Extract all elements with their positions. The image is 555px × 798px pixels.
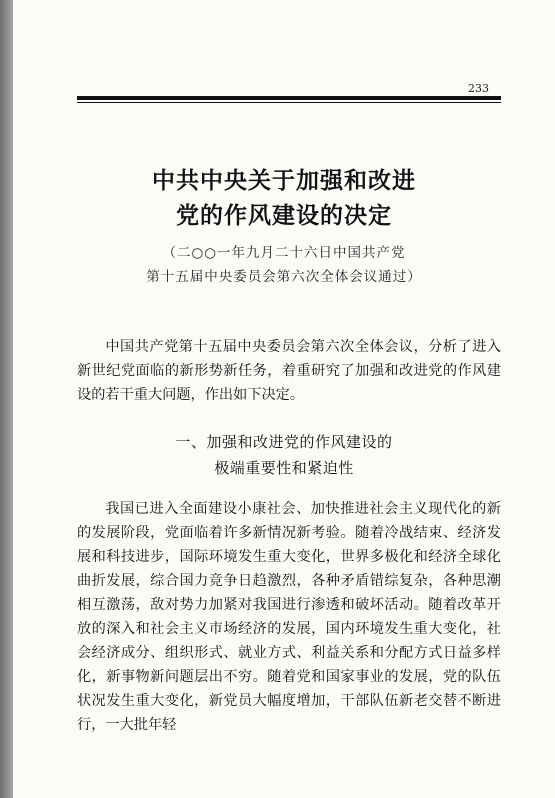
document-title-line-1: 中共中央关于加强和改进	[152, 168, 416, 194]
header-rule-thin	[77, 102, 501, 103]
document-page	[13, 0, 555, 798]
body-paragraph: 我国已进入全面建设小康社会、加快推进社会主义现代化的新的发展阶段，党面临着许多新情况新考验。随着冷战结束、经济发展和科技进步，国际环境发生重大变化，世界多极化和经济全球化曲折发展，综合国力竞争日趋激烈，各种矛盾错综复杂，各种思潮相互激荡，敌对势力加紧对我国进行渗透和破坏活动。随着改革开放的深入和社会主义市场经济的发展，国内环境发生重大变化，社会经济成分、组织形式、就业方式、利益关系和分配方式日益多样化，新事物新问题层出不穷。随着党和国家事业的发展，党的队伍状况发生重大变化，新党员大幅度增加，干部队伍新老交替不断进行，一大批年轻	[77, 501, 501, 733]
page-number: 233	[468, 82, 489, 95]
document-subtitle-line-2: 第十五届中央委员会第六次全体会议通过）	[146, 269, 422, 285]
header-rule-thick	[77, 96, 501, 100]
section-heading-line-1: 一、加强和改进党的作风建设的	[175, 433, 393, 451]
intro-paragraph: 中国共产党第十五届中央委员会第六次全体会议，分析了进入新世纪党面临的新形势新任务，着重研究了加强和改进党的作风建设的若干重大问题，作出如下决定。	[77, 339, 501, 403]
section-heading-line-2: 极端重要性和紧迫性	[214, 459, 354, 477]
page-shadow-edge	[0, 0, 13, 798]
document-subtitle-line-1: （二○○一年九月二十六日中国共产党	[162, 245, 406, 261]
document-title-line-2: 党的作风建设的决定	[176, 203, 392, 229]
